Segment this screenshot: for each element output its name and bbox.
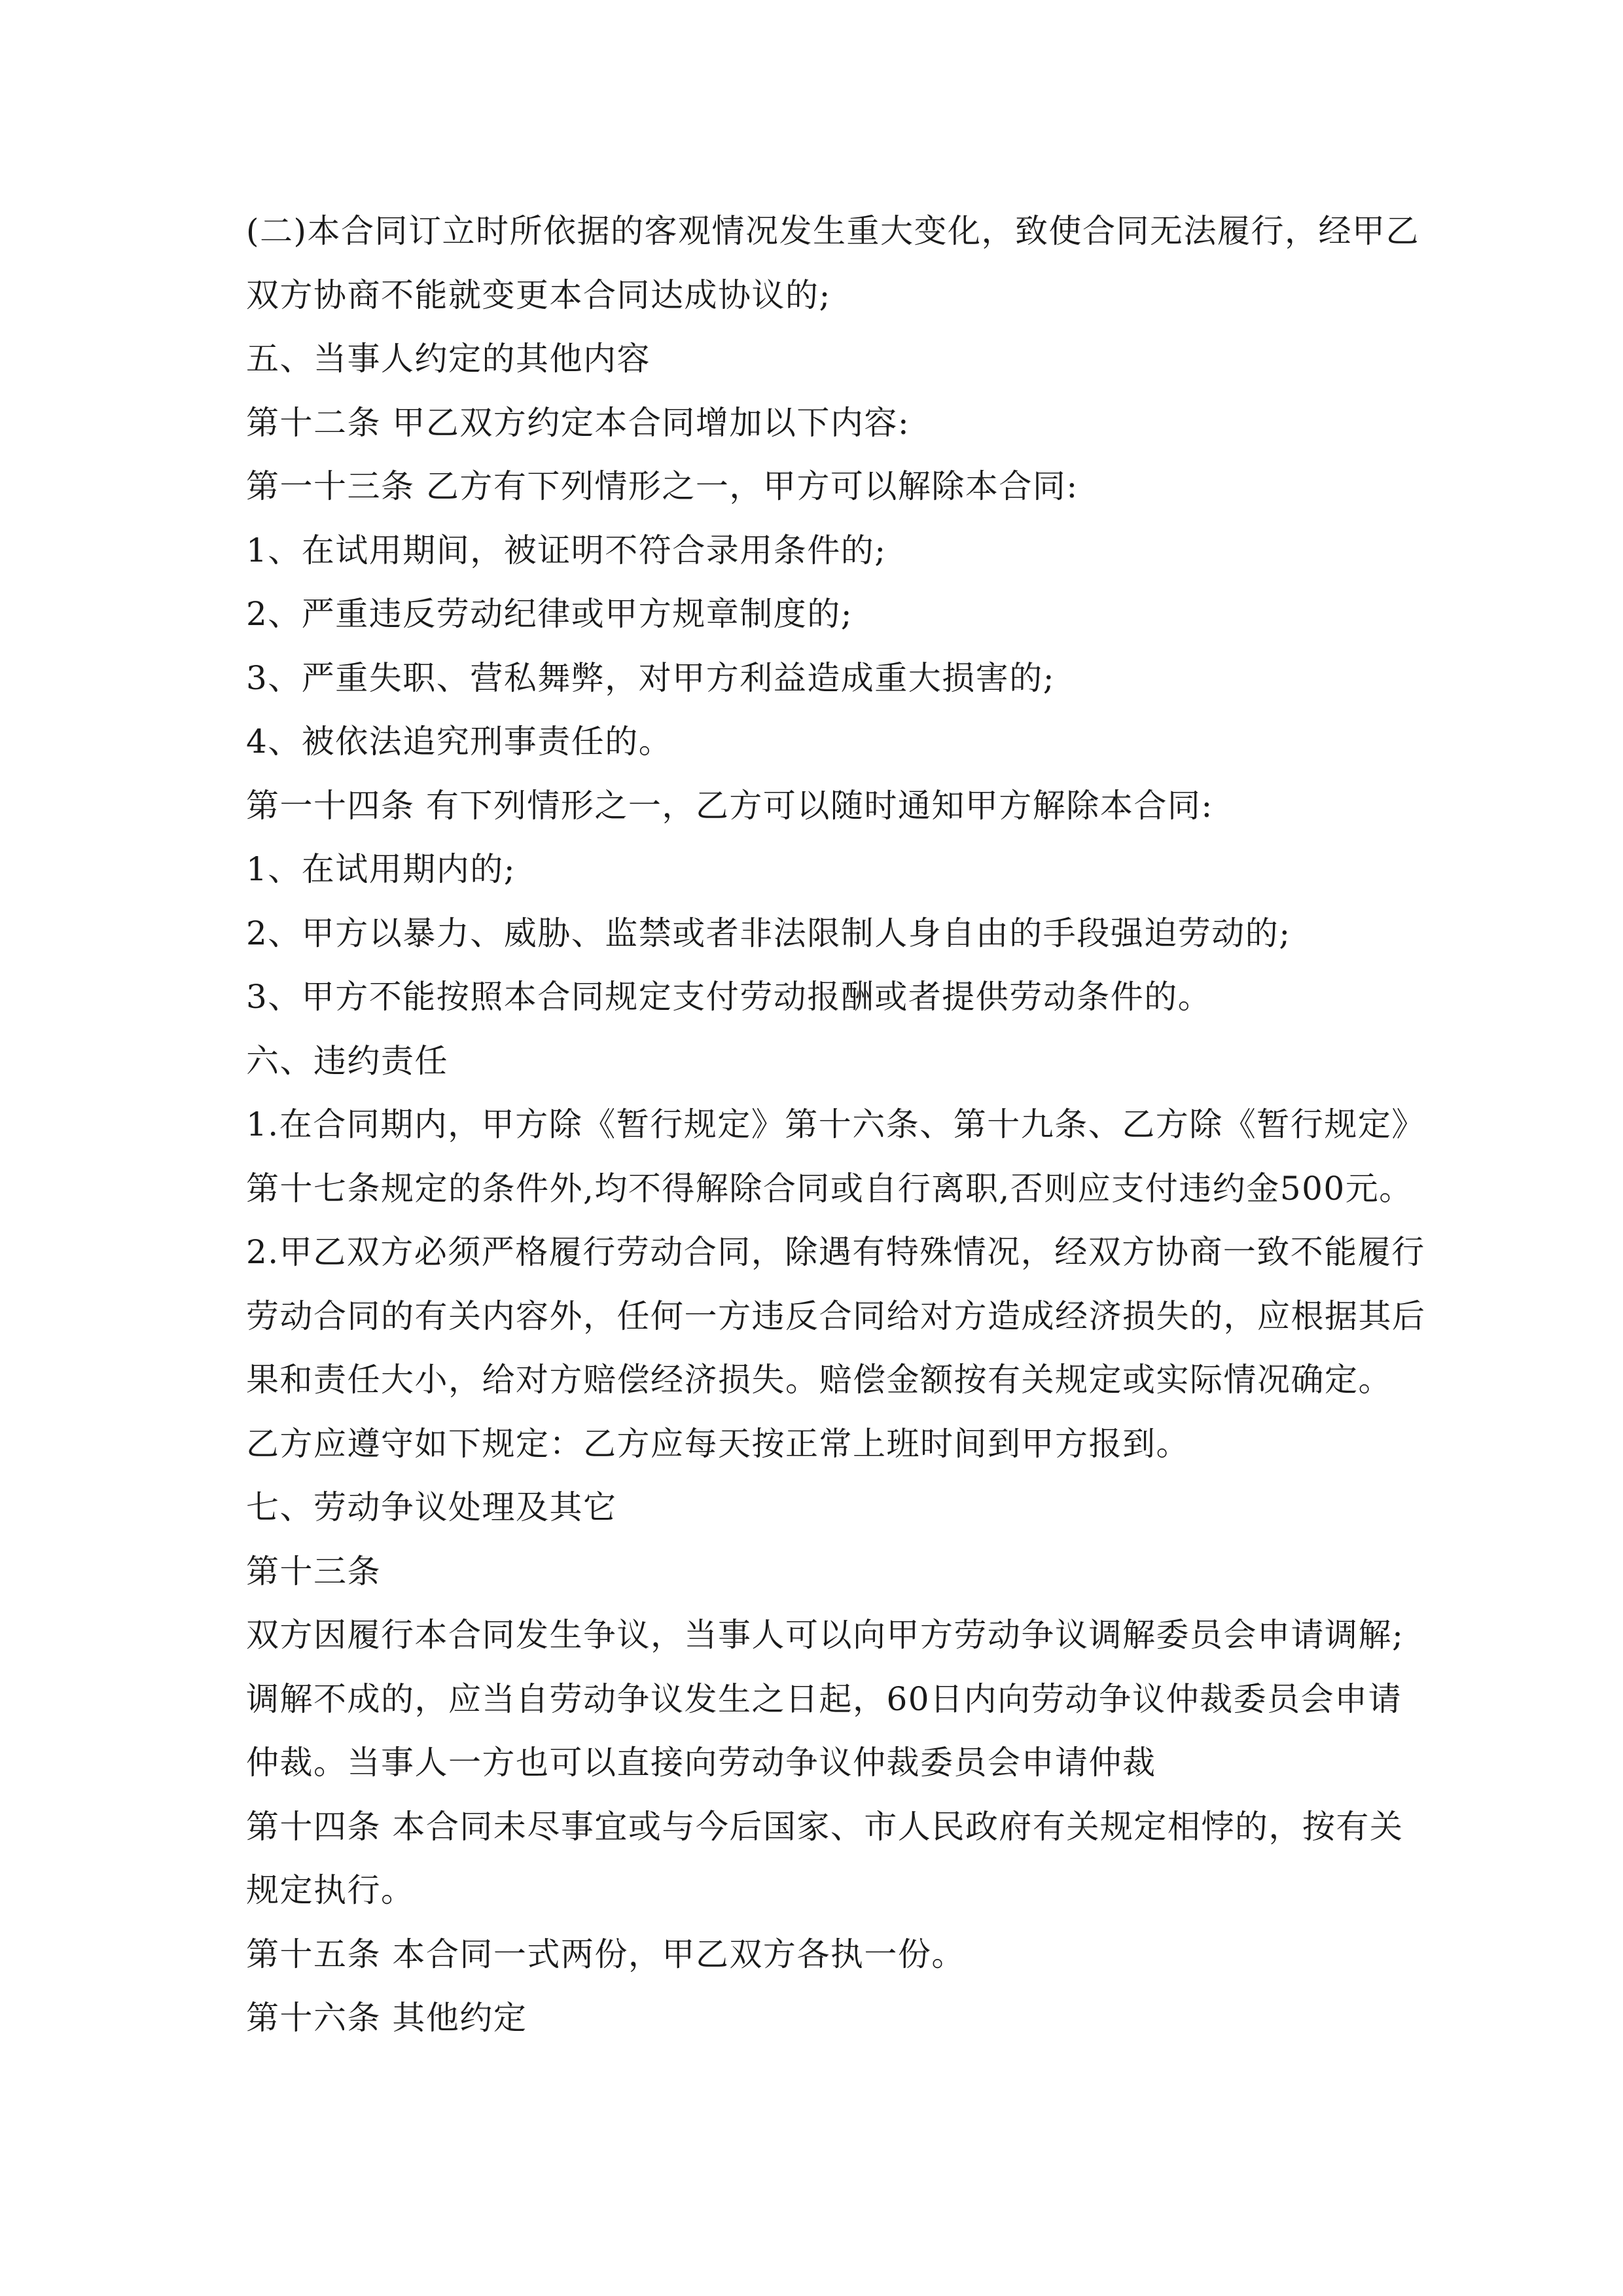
article-line: 第一十四条 有下列情形之一，乙方可以随时通知甲方解除本合同: xyxy=(246,786,1213,825)
text-line: 第十七条规定的条件外,均不得解除合同或自行离职,否则应支付违约金500元。 xyxy=(246,1169,1413,1208)
article-line: 第十二条 甲乙双方约定本合同增加以下内容: xyxy=(246,403,910,442)
list-item: 1、在试用期间，被证明不符合录用条件的; xyxy=(246,531,887,569)
text-line: 1.在合同期内，甲方除《暂行规定》第十六条、第十九条、乙方除《暂行规定》 xyxy=(246,1105,1425,1143)
text-line: (二)本合同订立时所依据的客观情况发生重大变化，致使合同无法履行，经甲乙 xyxy=(246,212,1420,250)
section-heading: 五、当事人约定的其他内容 xyxy=(246,340,651,378)
list-item: 3、严重失职、营私舞弊，对甲方利益造成重大损害的; xyxy=(246,658,1056,697)
document-body xyxy=(246,200,1426,2051)
text-line: 劳动合同的有关内容外，任何一方违反合同给对方造成经济损失的，应根据其后 xyxy=(246,1297,1426,1335)
text-line: 规定执行。 xyxy=(246,1871,415,1909)
article-line: 第十五条 本合同一式两份，甲乙双方各执一份。 xyxy=(246,1935,965,1973)
list-item: 2、甲方以暴力、威胁、监禁或者非法限制人身自由的手段强迫劳动的; xyxy=(246,914,1291,952)
article-line: 第十三条 xyxy=(246,1552,381,1590)
text-line: 仲裁。当事人一方也可以直接向劳动争议仲裁委员会申请仲裁 xyxy=(246,1744,1156,1782)
text-line: 乙方应遵守如下规定：乙方应每天按正常上班时间到甲方报到。 xyxy=(246,1424,1190,1463)
list-item: 3、甲方不能按照本合同规定支付劳动报酬或者提供劳动条件的。 xyxy=(246,978,1212,1016)
section-heading: 六、违约责任 xyxy=(246,1041,448,1080)
text-line: 双方协商不能就变更本合同达成协议的; xyxy=(246,276,831,314)
list-item: 4、被依法追究刑事责任的。 xyxy=(246,723,673,761)
list-item: 1、在试用期内的; xyxy=(246,850,516,888)
article-line: 第十四条 本合同未尽事宜或与今后国家、市人民政府有关规定相悖的，按有关 xyxy=(246,1807,1404,1846)
article-line: 第一十三条 乙方有下列情形之一，甲方可以解除本合同: xyxy=(246,467,1079,505)
text-line: 2.甲乙双方必须严格履行劳动合同，除遇有特殊情况，经双方协商一致不能履行 xyxy=(246,1233,1425,1271)
article-line: 第十六条 其他约定 xyxy=(246,1999,527,2037)
section-heading: 七、劳动争议处理及其它 xyxy=(246,1488,617,1526)
text-line: 果和责任大小，给对方赔偿经济损失。赔偿金额按有关规定或实际情况确定。 xyxy=(246,1361,1392,1399)
text-line: 调解不成的，应当自劳动争议发生之日起，60日内向劳动争议仲裁委员会申请 xyxy=(246,1679,1402,1718)
text-line: 双方因履行本合同发生争议，当事人可以向甲方劳动争议调解委员会申请调解; xyxy=(246,1616,1404,1654)
list-item: 2、严重违反劳动纪律或甲方规章制度的; xyxy=(246,595,853,633)
